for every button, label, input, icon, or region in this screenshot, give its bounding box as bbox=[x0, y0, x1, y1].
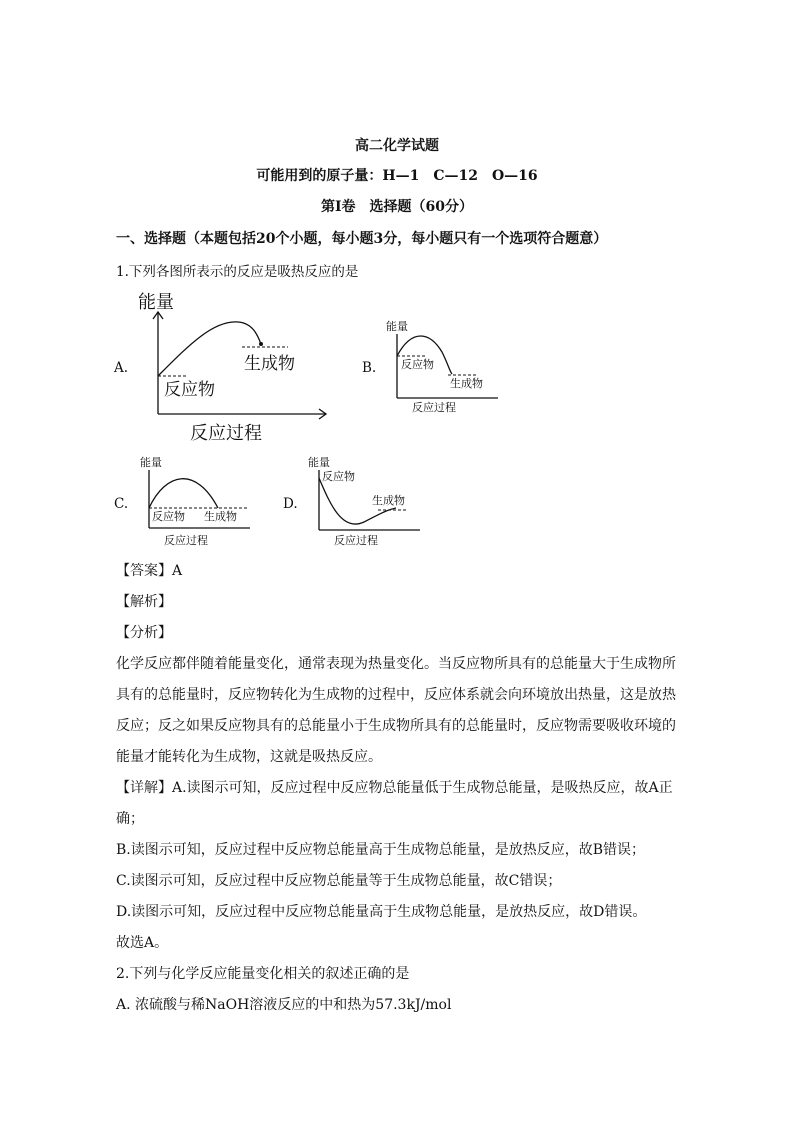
analysis-tag: 【解析】 bbox=[116, 594, 172, 610]
diagram-a-reactant-label: 反应物 bbox=[164, 380, 215, 400]
energy-diagram-c bbox=[136, 452, 256, 550]
diagram-c-x-axis-label: 反应过程 bbox=[164, 534, 208, 547]
energy-diagram-b bbox=[384, 318, 504, 418]
page-title: 高二化学试题 bbox=[355, 138, 439, 154]
diagram-b-reactant-label: 反应物 bbox=[401, 358, 434, 371]
diagram-a-curve-end bbox=[259, 342, 263, 346]
fenxi-line: 具有的总能量时，反应物转化为生成物的过程中，反应体系就会向环境放出热量，这是放热 bbox=[116, 687, 676, 703]
diagram-d-reactant-label: 反应物 bbox=[322, 470, 355, 483]
energy-diagram-d bbox=[306, 452, 430, 550]
question-2-option-a: A. 浓硫酸与稀NaOH溶液反应的中和热为57.3kJ/mol bbox=[116, 997, 452, 1013]
question-1-stem: 1.下列各图所表示的反应是吸热反应的是 bbox=[116, 264, 359, 280]
question-2-stem: 2.下列与化学反应能量变化相关的叙述正确的是 bbox=[116, 966, 410, 982]
detail-line: C.读图示可知，反应过程中反应物总能量等于生成物总能量，故C错误； bbox=[116, 873, 562, 889]
atomic-masses: 可能用到的原子量：H—1 C—12 O—16 bbox=[256, 168, 538, 184]
diagram-d-product-label: 生成物 bbox=[372, 494, 405, 507]
detail-line: B.读图示可知，反应过程中反应物总能量高于生成物总能量，是放热反应，故B错误； bbox=[116, 842, 646, 858]
diagram-d-x-axis-label: 反应过程 bbox=[334, 534, 378, 547]
fenxi-line: 化学反应都伴随着能量变化，通常表现为热量变化。当反应物所具有的总能量大于生成物所 bbox=[116, 656, 676, 672]
fenxi-tag: 【分析】 bbox=[116, 625, 172, 641]
diagram-a-product-label: 生成物 bbox=[244, 354, 295, 374]
diagram-c-y-axis-label: 能量 bbox=[140, 456, 162, 469]
diagram-b-y-axis-label: 能量 bbox=[386, 320, 408, 333]
diagram-a-y-axis-label: 能量 bbox=[138, 292, 174, 313]
option-a-label: A. bbox=[114, 360, 129, 376]
detail-line: D.读图示可知，反应过程中反应物总能量高于生成物总能量，是放热反应，故D错误。 bbox=[116, 904, 647, 920]
option-d-label: D. bbox=[283, 496, 298, 512]
diagram-c-reactant-label: 反应物 bbox=[152, 510, 185, 523]
diagram-c-curve bbox=[149, 479, 218, 508]
detail-line: 确； bbox=[116, 811, 144, 827]
diagram-b-product-label: 生成物 bbox=[450, 377, 483, 390]
fenxi-line: 反应；反之如果反应物具有的总能量小于生成物所具有的总能量时，反应物需要吸收环境的 bbox=[116, 718, 676, 734]
diagram-d-y-axis-label: 能量 bbox=[308, 456, 330, 469]
option-b-label: B. bbox=[362, 360, 377, 376]
fenxi-line: 能量才能转化为生成物，这就是吸热反应。 bbox=[116, 749, 382, 765]
diagram-c-product-label: 生成物 bbox=[204, 510, 237, 523]
detail-line: 【详解】A.读图示可知，反应过程中反应物总能量低于生成物总能量，是吸热反应，故A正 bbox=[116, 780, 673, 796]
diagram-b-x-axis-label: 反应过程 bbox=[412, 401, 456, 414]
volume-heading: 第Ⅰ卷 选择题（60分） bbox=[320, 199, 474, 215]
answer-line: 【答案】A bbox=[116, 563, 183, 579]
energy-diagram-a bbox=[128, 288, 338, 448]
option-c-label: C. bbox=[114, 496, 129, 512]
answer-section bbox=[116, 556, 682, 1021]
diagram-a-x-axis-label: 反应过程 bbox=[190, 423, 262, 444]
section-heading: 一、选择题（本题包括20个小题，每小题3分，每小题只有一个选项符合题意） bbox=[116, 231, 608, 247]
detail-line: 故选A。 bbox=[116, 935, 169, 951]
